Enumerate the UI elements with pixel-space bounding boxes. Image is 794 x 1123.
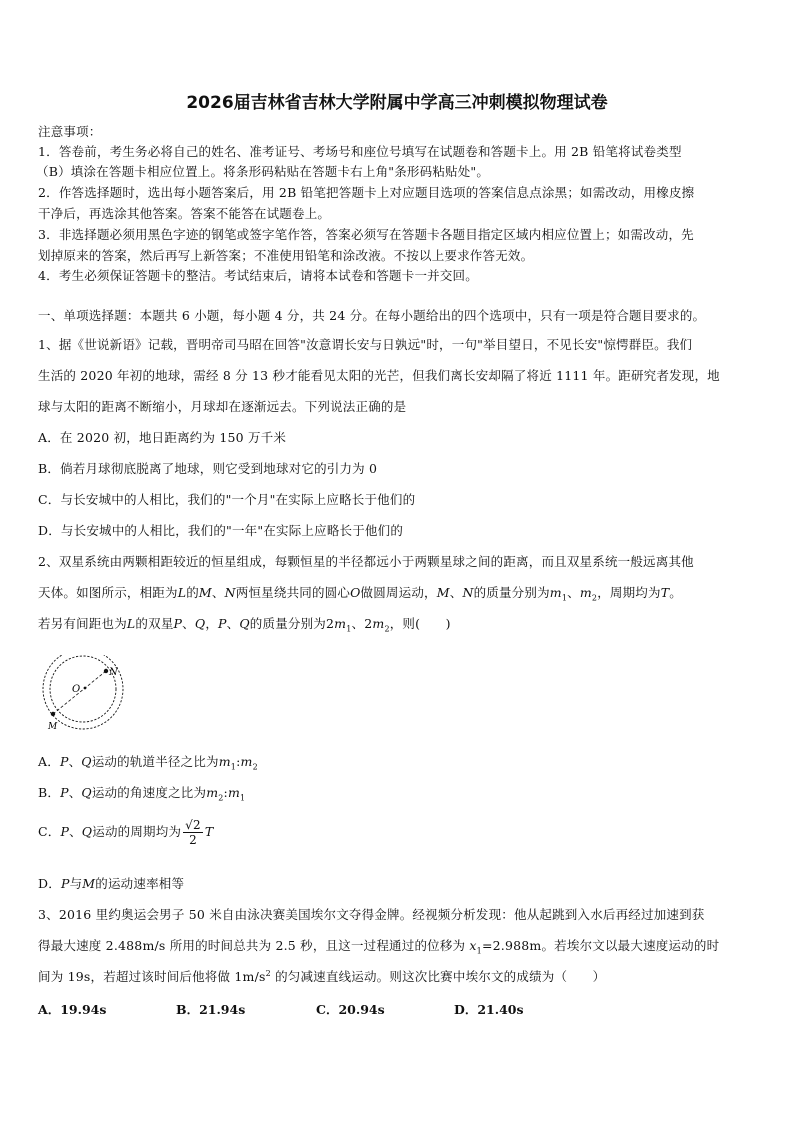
notice-line: 划掉原来的答案，然后再写上新答案；不准使用铅笔和涂改液。不按以上要求作答无效。	[38, 248, 534, 263]
notice-heading: 注意事项：	[38, 124, 102, 139]
notice-line: （B）填涂在答题卡相应位置上。将条形码粘贴在答题卡右上角"条形码粘贴处"。	[36, 164, 490, 179]
q3-option-c: C．20.94s	[316, 1002, 385, 1017]
star-m-dot	[51, 712, 55, 716]
q3-option-b: B．21.94s	[176, 1002, 246, 1017]
q1-option-c: C．与长安城中的人相比，我们的"一个月"在实际上应略长于他们的	[38, 492, 416, 507]
q2-option-a: A．P、Q运动的轨道半径之比为$m_1:m_2$	[38, 754, 258, 772]
q1-stem: 球与太阳的距离不断缩小，月球却在逐渐远去。下列说法正确的是	[38, 399, 407, 414]
star-n-dot	[104, 669, 108, 673]
q2-option-c: C．P、Q运动的周期均为 $\frac{√2}{2}$ T	[38, 818, 214, 847]
q2-option-b: B．P、Q运动的角速度之比为$m_2:m_1$	[38, 785, 246, 803]
binary-star-figure	[40, 655, 130, 735]
q2-stem: 若另有间距也为L的双星P、Q，P、Q的质量分别为$2m_1$、$2m_2$，则( )	[38, 616, 451, 634]
q3-stem: 3、2016 里约奥运会男子 50 米自由泳决赛美国埃尔文夺得金牌。经视频分析发现：他从起跳到入水后再经过加速到获	[38, 907, 705, 922]
fraction: $\frac{√2}{2}$	[185, 818, 201, 847]
page-title: 2026届吉林省吉林大学附属中学高三冲刺模拟物理试卷	[186, 93, 608, 113]
q1-stem: 1、据《世说新语》记载，晋明帝司马昭在回答"汝意谓长安与日孰远"时，一句"举目望日，不见长安"惊愕群臣。我们	[38, 337, 693, 352]
q3-option-d: D．21.40s	[454, 1002, 524, 1017]
q3-stem: 间为 19s，若超过该时间后他将做 $1m/s^2$ 的匀减速直线运动。则这次比赛中埃尔文的成绩为（ ）	[38, 968, 606, 984]
label-o: O	[72, 684, 81, 695]
label-n: N	[109, 667, 118, 678]
q2-option-d: D．P与M的运动速率相等	[38, 876, 185, 891]
q1-option-a: A．在 2020 初，地日距离约为 150 万千米	[38, 430, 287, 445]
label-m: M	[48, 722, 58, 732]
notice-line: 1．答卷前，考生务必将自己的姓名、准考证号、考场号和座位号填写在试题卷和答题卡上。用 2B 铅笔将试卷类型	[38, 144, 682, 159]
q3-option-a: A．19.94s	[38, 1002, 107, 1017]
q2-stem: 2、双星系统由两颗相距较近的恒星组成，每颗恒星的半径都远小于两颗星球之间的距离，而且双星系统一般远离其他	[38, 554, 694, 569]
notice-line: 2．作答选择题时，选出每小题答案后，用 2B 铅笔把答题卡上对应题目选项的答案信息点涂黑；如需改动，用橡皮擦	[38, 185, 695, 200]
notice-line: 干净后，再选涂其他答案。答案不能答在试题卷上。	[38, 206, 331, 221]
orbit-inner	[50, 656, 116, 722]
q2-stem: 天体。如图所示，相距为L的M、N两恒星绕共同的圆心O做圆周运动，M、N的质量分别为$m_1$、$m_2$，周期均为T。	[38, 585, 682, 603]
q1-option-b: B．倘若月球彻底脱离了地球，则它受到地球对它的引力为 0	[38, 461, 378, 476]
notice-line: 4．考生必须保证答题卡的整洁。考试结束后，请将本试卷和答题卡一并交回。	[38, 268, 478, 283]
q1-stem: 生活的 2020 年初的地球，需经 8 分 13 秒才能看见太阳的光芒，但我们离长安却隔了将近 1111 年。距研究者发现，地	[38, 368, 720, 383]
q1-option-d: D．与长安城中的人相比，我们的"一年"在实际上应略长于他们的	[38, 523, 404, 538]
q3-stem: 得最大速度 2.488m/s 所用的时间总共为 2.5 秒，且这一过程通过的位移为 $x_1=2.988m$。若埃尔文以最大速度运动的时	[38, 938, 720, 956]
notice-line: 3．非选择题必须用黑色字迹的钢笔或签字笔作答，答案必须写在答题卡各题目指定区域内相应位置上；如需改动，先	[38, 227, 694, 242]
center-dot	[84, 687, 87, 690]
section-heading: 一、单项选择题：本题共 6 小题，每小题 4 分，共 24 分。在每小题给出的四个选项中，只有一项是符合题目要求的。	[38, 308, 706, 323]
